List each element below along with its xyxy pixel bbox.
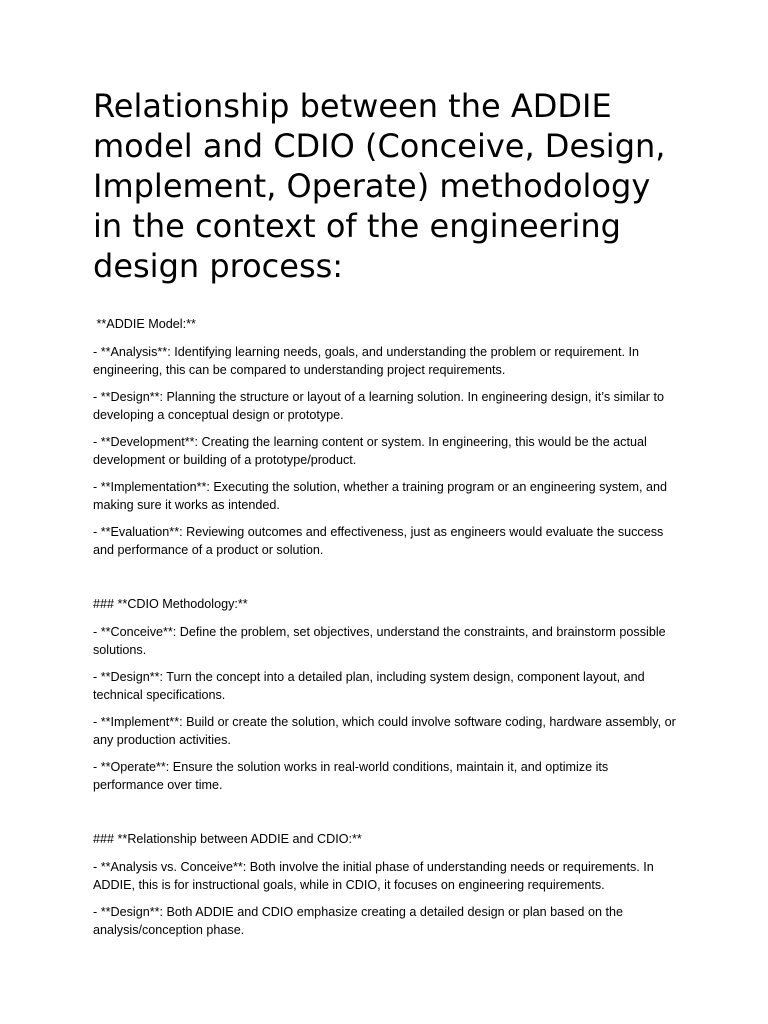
section-spacer: [93, 568, 678, 595]
section-cdio: [93, 595, 678, 794]
section-heading-relationship: ### **Relationship between ADDIE and CDIO:**: [93, 832, 362, 846]
list-item-analysis-vs-conceive: - **Analysis vs. Conceive**: Both involve the initial phase of understanding needs or requirements. In ADDIE, this is for instructional goals, while in CDIO, it focuses on engineering requirements.: [93, 860, 654, 892]
list-item-implement: - **Implement**: Build or create the solution, which could involve software coding, hardware assembly, or any production activities.: [93, 715, 676, 747]
list-item-operate: - **Operate**: Ensure the solution works in real-world conditions, maintain it, and optimize its performance over time.: [93, 760, 609, 792]
document-page: [93, 86, 678, 948]
section-heading-cdio: ### **CDIO Methodology:**: [93, 597, 248, 611]
section-heading-addie: **ADDIE Model:**: [93, 317, 196, 331]
section-spacer: [93, 803, 678, 830]
list-item-evaluation: - **Evaluation**: Reviewing outcomes and effectiveness, just as engineers would evaluate the success and performance of a product or solution.: [93, 525, 664, 557]
list-item-implementation: - **Implementation**: Executing the solution, whether a training program or an engineering system, and making sure it works as intended.: [93, 480, 668, 512]
document-title: Relationship between the ADDIE model and CDIO (Conceive, Design, Implement, Operate) methodology in the context of the engineering design process:: [93, 87, 666, 285]
section-relationship: [93, 830, 678, 939]
list-item-analysis: - **Analysis**: Identifying learning needs, goals, and understanding the problem or requirement. In engineering, this can be compared to understanding project requirements.: [93, 345, 640, 377]
list-item-conceive: - **Conceive**: Define the problem, set objectives, understand the constraints, and brainstorm possible solutions.: [93, 625, 666, 657]
list-item-cdio-design: - **Design**: Turn the concept into a detailed plan, including system design, component layout, and technical specifications.: [93, 670, 645, 702]
list-item-relationship-design: - **Design**: Both ADDIE and CDIO emphasize creating a detailed design or plan based on the analysis/conception phase.: [93, 905, 623, 937]
list-item-design: - **Design**: Planning the structure or layout of a learning solution. In engineering design, it’s similar to developing a conceptual design or prototype.: [93, 390, 665, 422]
list-item-development: - **Development**: Creating the learning content or system. In engineering, this would be the actual development or building of a prototype/product.: [93, 435, 647, 467]
section-addie: [93, 315, 678, 559]
